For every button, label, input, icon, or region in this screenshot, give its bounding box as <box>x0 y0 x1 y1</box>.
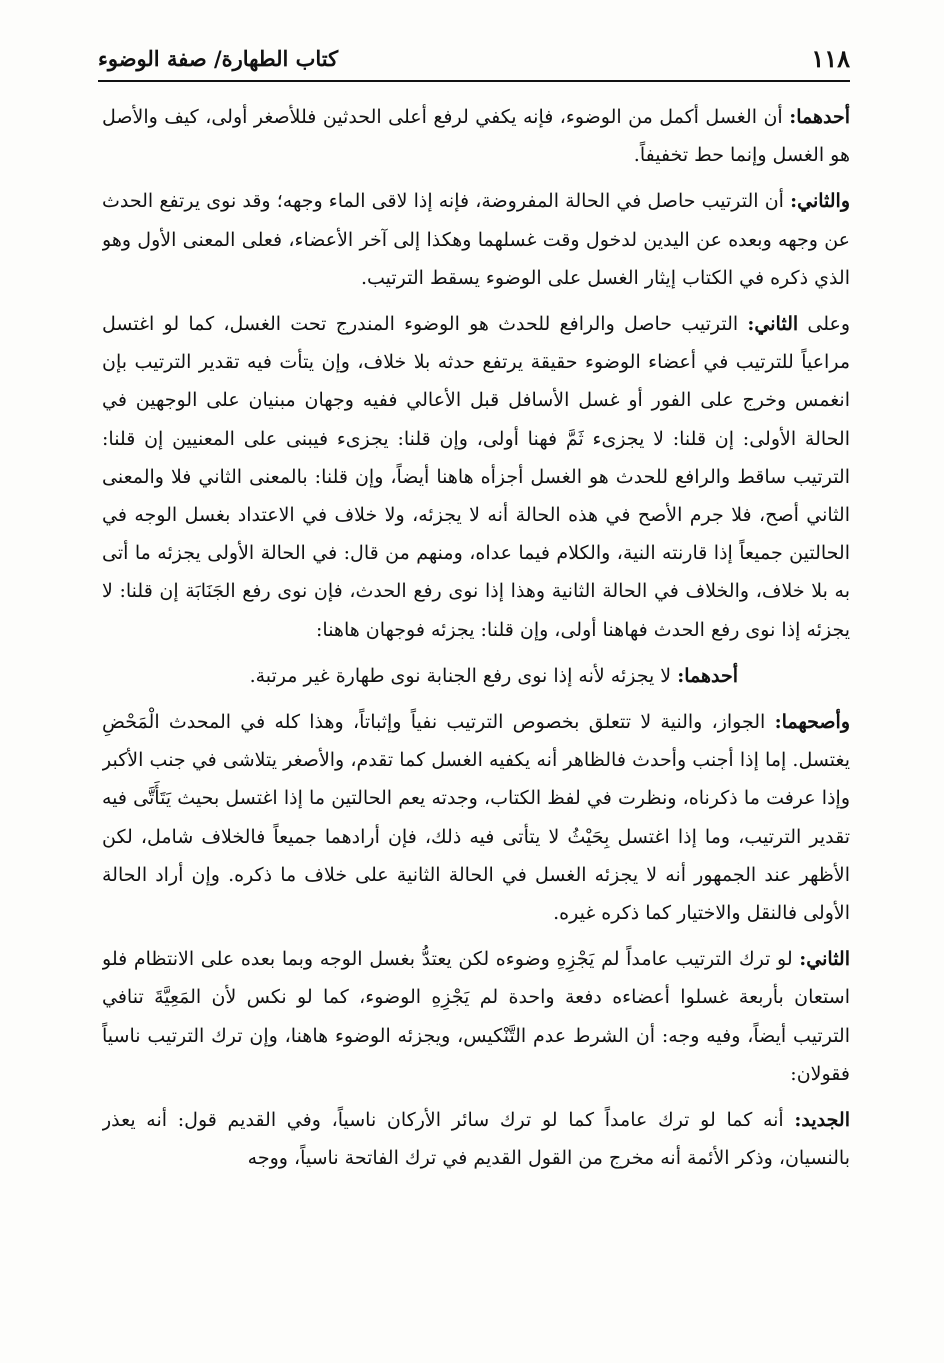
paragraph-lead: أحدهما: <box>789 106 850 128</box>
page-body <box>102 98 850 1348</box>
paragraph-lead: وأصحهما: <box>774 711 850 734</box>
paragraph-new-opinion <box>102 1101 850 1177</box>
running-title: كتاب الطهارة/ صفة الوضوء <box>98 45 339 71</box>
paragraph-first-aspect <box>102 98 850 174</box>
paragraph-text: لو ترك الترتيب عامداً لم يَجْزِهِ وضوءه لكن يعتدُّ بغسل الوجه وبما بعده على الانتظام فلو استعان بأربعة غسلوا أعضاءه دفعة واحدة لم يَجْزِهِ الوضوء، كما لو نكس لأن المَعِيَّةَ تنافي الترتيب أيضاً، وفيه وجه: أن الشرط عدم التَّنْكيس، ويجزئه الوضوء هاهنا، وإن ترك الترتيب ناسياً فقولان: <box>102 948 850 1085</box>
page-number: ١١٨ <box>811 43 850 73</box>
paragraph-on-the-second <box>102 305 850 649</box>
paragraph-second-aspect <box>102 182 850 297</box>
paragraph-lead: والثاني: <box>790 190 850 213</box>
paragraph-text: لا يجزئه لأنه إذا نوى رفع الجنابة نوى طهارة غير مرتبة. <box>249 664 678 687</box>
paragraph-text: أن الغسل أكمل من الوضوء، فإنه يكفي لرفع أعلى الحدثين فللأصغر أولى، كيف والأصل هو الغسل وإنما حط تخفيفاً. <box>102 106 850 167</box>
paragraph-text: أن الترتيب حاصل في الحالة المفروضة، فإنه إذا لاقى الماء وجهه؛ وقد نوى يرتفع الحدث عن وجهه وبعده عن اليدين لدخول وقت غسلهما وهكذا إلى آخر الأعضاء، فعلى المعنى الأول وهو الذي ذكره في الكتاب إيثار الغسل على الوضوء يسقط الترتيب. <box>102 190 850 289</box>
paragraph-one-of-them <box>102 657 850 695</box>
paragraph-lead: أحدهما: <box>677 664 738 687</box>
paragraph-text: أنه كما لو ترك عامداً كما لو ترك سائر الأركان ناسياً، وفي القديم قول: أنه يعذر بالنسيان، وذكر الأئمة أنه مخرج من القول القديم في ترك الفاتحة ناسياً، ووجه <box>102 1109 850 1170</box>
paragraph-text: الجواز، والنية لا تتعلق بخصوص الترتيب نفياً وإثباتاً، وهذا كله في المحدث الْمَحْضِ يغتسل. إما إذا أجنب وأحدث فالظاهر أنه يكفيه الغسل كما تقدم، والأصغر يتلاشى في جنب الأكبر وإذا عرفت ما ذكرناه، ونظرت في لفظ الكتاب، وجدته يعم الحالتين ما إذا اغتسل بحيث يَتَأَتَّى فيه تقدير الترتيب، وما إذا اغتسل بِحَيْثُ لا يتأتى فيه ذلك، فإن أرادهما جميعاً فالخلاف شامل، لكن الأظهر عند الجمهور أنه لا يجزئه الغسل في الحالة الثانية على خلاف ما ذكره. وإن أراد الحالة الأولى فالنقل والاختيار كما ذكره غيره. <box>102 711 850 925</box>
paragraph-second-issue <box>102 940 850 1093</box>
paragraph-lead: الجديد: <box>794 1109 850 1132</box>
paragraph-lead: الثاني: <box>747 313 799 336</box>
paragraph-prefix: وعلى <box>798 313 850 336</box>
paragraph-the-more-correct <box>102 703 850 932</box>
paragraph-text: الترتيب حاصل والرافع للحدث هو الوضوء المندرج تحت الغسل، كما لو اغتسل مراعياً للترتيب في أعضاء الوضوء حقيقة يرتفع حدثه بلا خلاف، وإن يتأت فيه تقدير الترتيب بإن انغمس وخرج على الفور أو غسل الأسافل قبل الأعالي ففيه وجهان مبنيان على الوجهين في الحالة الأولى: إن قلنا: لا يجزىء ثَمَّ فهنا أولى، وإن قلنا: يجزىء فيبنى على المعنيين إن قلنا: الترتيب ساقط والرافع للحدث هو الغسل أجزأه هاهنا أيضاً، وإن قلنا: بالمعنى الثاني فلا والمعنى الثاني أصح، فلا جرم الأصح في هذه الحالة أنه لا يجزئه، ولا خلاف في الاعتداد بغسل الوجه في الحالتين جميعاً إذا قارنته النية، والكلام فيما عداه، ومنهم من قال: في الحالة الأولى يجزئه ما أتى به بلا خلاف، والخلاف في الحالة الثانية وهذا إذا نوى رفع الحدث، فإن نوى رفع الجَنَابَة إن قلنا: لا يجزئه إذا نوى رفع الحدث فهاهنا أولى، وإن قلنا: يجزئه فوجهان هاهنا: <box>102 313 850 641</box>
page-header <box>98 36 850 82</box>
paragraph-lead: الثاني: <box>799 948 850 971</box>
